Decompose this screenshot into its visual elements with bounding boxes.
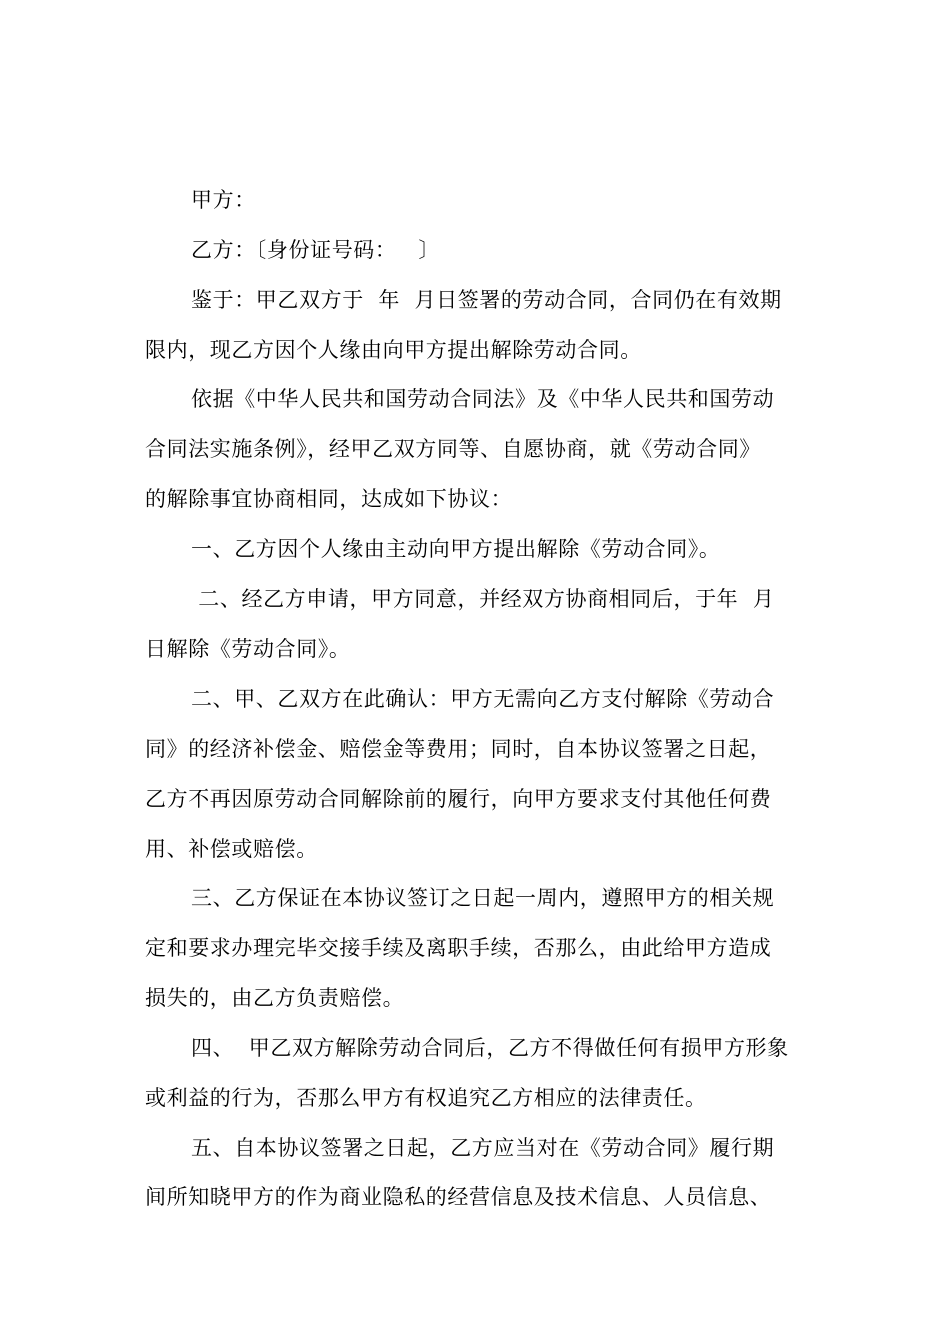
paragraph-line: 限内，现乙方因个人缘由向甲方提出解除劳动合同。	[145, 338, 642, 362]
party-a-line: 甲方：	[191, 188, 256, 212]
clause-line: 二、经乙方申请，甲方同意，并经双方协商相同后，于年 月	[191, 587, 775, 611]
clause-line: 三、乙方保证在本协议签订之日起一周内，遵照甲方的相关规	[191, 886, 775, 910]
clause-line: 乙方不再因原劳动合同解除前的履行，向甲方要求支付其他任何费	[145, 787, 772, 811]
paragraph-line: 鉴于：甲乙双方于 年 月日签署的劳动合同，合同仍在有效期	[191, 288, 782, 312]
clause-line: 用、补偿或赔偿。	[145, 837, 318, 861]
clause-line: 损失的，由乙方负责赔偿。	[145, 986, 405, 1010]
paragraph-line: 合同法实施条例》，经甲乙双方同等、自愿协商，就《劳动合同》	[145, 437, 761, 461]
paragraph-line: 依据《中华人民共和国劳动合同法》及《中华人民共和国劳动	[191, 387, 775, 411]
clause-line: 间所知晓甲方的作为商业隐私的经营信息及技术信息、人员信息、	[145, 1185, 772, 1209]
paragraph-line: 的解除事宜协商相同，达成如下协议：	[145, 487, 513, 511]
clause-line: 定和要求办理完毕交接手续及离职手续，否那么，由此给甲方造成	[145, 936, 772, 960]
clause-line: 一、乙方因个人缘由主动向甲方提出解除《劳动合同》。	[191, 537, 721, 561]
clause-line: 日解除《劳动合同》。	[145, 637, 351, 661]
clause-line: 或利益的行为，否那么甲方有权追究乙方相应的法律责任。	[145, 1086, 707, 1110]
party-b-line: 乙方：〔身份证号码： 〕	[191, 238, 440, 262]
clause-line: 二、甲、乙双方在此确认：甲方无需向乙方支付解除《劳动合	[191, 687, 775, 711]
clause-line: 五、自本协议签署之日起，乙方应当对在《劳动合同》履行期	[191, 1136, 775, 1160]
clause-line: 同》的经济补偿金、赔偿金等费用；同时，自本协议签署之日起，	[145, 737, 772, 761]
clause-line: 四、 甲乙双方解除劳动合同后，乙方不得做任何有损甲方形象	[191, 1036, 789, 1060]
